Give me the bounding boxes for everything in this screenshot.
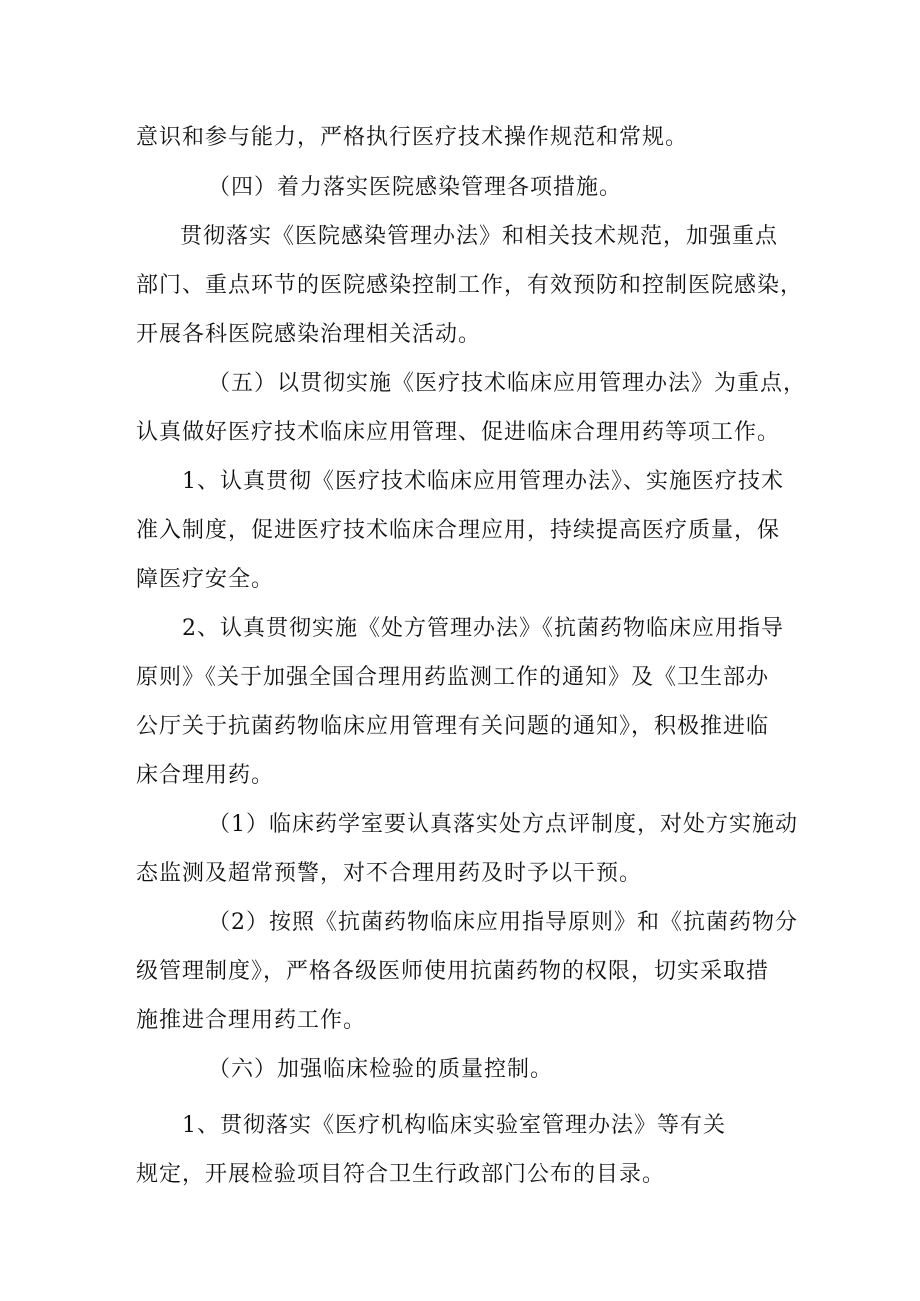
- item-1-line-1: 1、认真贯彻《医疗技术临床应用管理办法》、实施医疗技术: [182, 469, 784, 494]
- item-2-line-3: 公厅关于抗菌药物临床应用管理有关问题的通知》，积极推进临: [136, 714, 770, 739]
- section-heading-5: （五）以贯彻实施《医疗技术临床应用管理办法》为重点，: [208, 371, 807, 396]
- item-2-line-2: 原则》《关于加强全国合理用药监测工作的通知》及《卫生部办: [136, 665, 770, 690]
- subitem-2-line-3: 施推进合理用药工作。: [136, 1008, 367, 1033]
- item-1-line-2: 准入制度，促进医疗技术临床合理应用，持续提高医疗质量，保: [136, 518, 781, 543]
- text-line-5: 开展各科医院感染治理相关活动。: [136, 322, 482, 347]
- item-2-line-4: 床合理用药。: [136, 763, 275, 788]
- item-6-1-line-1: 1、贯彻落实《医疗机构临床实验室管理办法》等有关: [182, 1113, 726, 1138]
- item-2-line-1: 2、认真贯彻实施《处方管理办法》《抗菌药物临床应用指导: [182, 616, 784, 641]
- section-heading-6: （六）加强临床检验的质量控制。: [208, 1057, 554, 1082]
- subitem-1-line-1: （1）临床药学室要认真落实处方点评制度，对处方实施动: [208, 812, 798, 837]
- text-line-7: 认真做好医疗技术临床应用管理、促进临床合理用药等项工作。: [136, 420, 781, 445]
- item-1-line-3: 障医疗安全。: [136, 567, 275, 592]
- text-line-1: 意识和参与能力，严格执行医疗技术操作规范和常规。: [136, 125, 689, 150]
- text-line-4: 部门、重点环节的医院感染控制工作，有效预防和控制医院感染，: [136, 273, 804, 298]
- subitem-2-line-2: 级管理制度》，严格各级医师使用抗菌药物的权限，切实采取措: [136, 959, 770, 984]
- section-heading-4: （四）着力落实医院感染管理各项措施。: [208, 175, 623, 200]
- item-6-1-line-2: 规定，开展检验项目符合卫生行政部门公布的目录。: [136, 1162, 666, 1187]
- subitem-1-line-2: 态监测及超常预警，对不合理用药及时予以干预。: [136, 861, 643, 886]
- subitem-2-line-1: （2）按照《抗菌药物临床应用指导原则》和《抗菌药物分: [208, 910, 798, 935]
- text-line-3: 贯彻落实《医院感染管理办法》和相关技术规范，加强重点: [180, 224, 779, 249]
